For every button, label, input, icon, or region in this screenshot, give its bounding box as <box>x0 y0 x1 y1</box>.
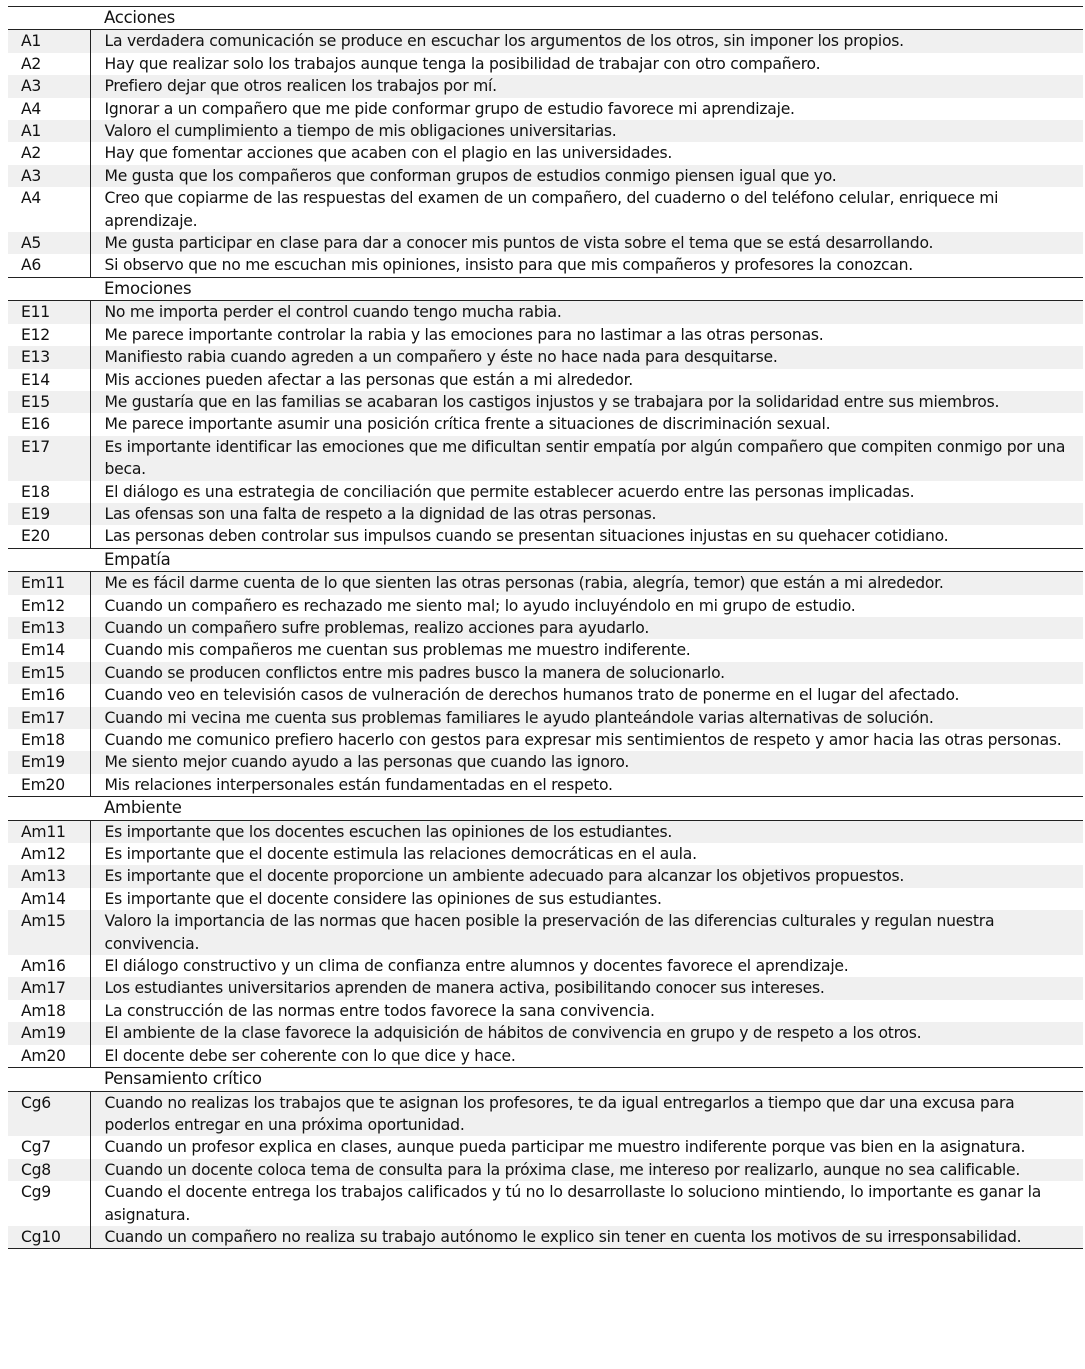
item-text: Me parece importante asumir una posición crítica frente a situaciones de discriminación sexual. <box>90 413 1083 435</box>
item-text: Cuando mi vecina me cuenta sus problemas familiares le ayudo planteándole varias alternativas de solución. <box>90 707 1083 729</box>
item-code: A3 <box>8 75 90 97</box>
item-code: Cg6 <box>8 1091 90 1136</box>
item-text: Me gusta participar en clase para dar a conocer mis puntos de vista sobre el tema que se está desarrollando. <box>90 232 1083 254</box>
item-text: Es importante que el docente proporcione un ambiente adecuado para alcanzar los objetivos propuestos. <box>90 865 1083 887</box>
item-text: Me gustaría que en las familias se acabaran los castigos injustos y se trabajara por la solidaridad entre sus miembros. <box>90 391 1083 413</box>
item-code: A2 <box>8 53 90 75</box>
table-row <box>8 1226 1083 1249</box>
items-table-body <box>8 7 1083 1249</box>
table-row <box>8 53 1083 75</box>
item-code: Am14 <box>8 888 90 910</box>
item-code: Em17 <box>8 707 90 729</box>
table-row <box>8 595 1083 617</box>
items-table-container <box>8 6 1083 1249</box>
table-row <box>8 525 1083 548</box>
item-code: E15 <box>8 391 90 413</box>
table-row <box>8 977 1083 999</box>
table-row <box>8 187 1083 232</box>
table-row <box>8 751 1083 773</box>
item-text: Ignorar a un compañero que me pide conformar grupo de estudio favorece mi aprendizaje. <box>90 98 1083 120</box>
item-code: E20 <box>8 525 90 548</box>
table-row <box>8 639 1083 661</box>
item-text: Cuando un profesor explica en clases, aunque pueda participar me muestro indiferente porque vas bien en la asignatura. <box>90 1136 1083 1158</box>
item-text: Cuando mis compañeros me cuentan sus problemas me muestro indiferente. <box>90 639 1083 661</box>
item-text: Hay que realizar solo los trabajos aunque tenga la posibilidad de trabajar con otro compañero. <box>90 53 1083 75</box>
item-text: Cuando un compañero es rechazado me siento mal; lo ayudo incluyéndolo en mi grupo de estudio. <box>90 595 1083 617</box>
item-text: El docente debe ser coherente con lo que dice y hace. <box>90 1045 1083 1068</box>
table-row <box>8 232 1083 254</box>
item-code: Em14 <box>8 639 90 661</box>
item-code: Am12 <box>8 843 90 865</box>
table-row <box>8 346 1083 368</box>
table-row <box>8 481 1083 503</box>
item-code: E14 <box>8 369 90 391</box>
table-row <box>8 865 1083 887</box>
table-row <box>8 165 1083 187</box>
item-text: Es importante que el docente considere las opiniones de sus estudiantes. <box>90 888 1083 910</box>
table-row <box>8 503 1083 525</box>
item-text: Creo que copiarme de las respuestas del examen de un compañero, del cuaderno o del teléfono celular, enriquece mi aprendizaje. <box>90 187 1083 232</box>
item-text: Manifiesto rabia cuando agreden a un compañero y éste no hace nada para desquitarse. <box>90 346 1083 368</box>
item-code: Em13 <box>8 617 90 639</box>
item-code: Am13 <box>8 865 90 887</box>
item-text: Cuando me comunico prefiero hacerlo con gestos para expresar mis sentimientos de respeto y amor hacia las otras personas. <box>90 729 1083 751</box>
item-text: El ambiente de la clase favorece la adquisición de hábitos de convivencia en grupo y de respeto a los otros. <box>90 1022 1083 1044</box>
item-text: Cuando veo en televisión casos de vulneración de derechos humanos trato de ponerme en el lugar del afectado. <box>90 684 1083 706</box>
section-title: Emociones <box>90 277 1083 300</box>
item-code: A4 <box>8 98 90 120</box>
item-text: Es importante que el docente estimula las relaciones democráticas en el aula. <box>90 843 1083 865</box>
item-code: Em16 <box>8 684 90 706</box>
item-code: Am16 <box>8 955 90 977</box>
item-text: Cuando el docente entrega los trabajos calificados y tú no lo desarrollaste lo soluciono mintiendo, lo importante es ganar la asignatura. <box>90 1181 1083 1226</box>
item-code: A4 <box>8 187 90 232</box>
table-row <box>8 955 1083 977</box>
item-text: El diálogo es una estrategia de conciliación que permite establecer acuerdo entre las personas implicadas. <box>90 481 1083 503</box>
item-code: E11 <box>8 301 90 324</box>
item-code: Em12 <box>8 595 90 617</box>
item-code: Am18 <box>8 1000 90 1022</box>
item-code: Cg10 <box>8 1226 90 1249</box>
item-text: Las ofensas son una falta de respeto a la dignidad de las otras personas. <box>90 503 1083 525</box>
table-row <box>8 324 1083 346</box>
table-row <box>8 391 1083 413</box>
item-text: Me gusta que los compañeros que conforman grupos de estudios conmigo piensen igual que yo. <box>90 165 1083 187</box>
item-text: Valoro el cumplimiento a tiempo de mis obligaciones universitarias. <box>90 120 1083 142</box>
item-code: Am20 <box>8 1045 90 1068</box>
item-text: Hay que fomentar acciones que acaben con el plagio en las universidades. <box>90 142 1083 164</box>
item-text: Cuando un compañero sufre problemas, realizo acciones para ayudarlo. <box>90 617 1083 639</box>
item-code: Cg9 <box>8 1181 90 1226</box>
table-row <box>8 572 1083 595</box>
table-row <box>8 684 1083 706</box>
item-code: A6 <box>8 254 90 277</box>
item-code: Em19 <box>8 751 90 773</box>
table-row <box>8 729 1083 751</box>
table-row <box>8 1000 1083 1022</box>
table-row <box>8 910 1083 955</box>
item-text: No me importa perder el control cuando tengo mucha rabia. <box>90 301 1083 324</box>
item-code: Cg7 <box>8 1136 90 1158</box>
item-text: Mis relaciones interpersonales están fundamentadas en el respeto. <box>90 774 1083 797</box>
table-row <box>8 436 1083 481</box>
section-header-emociones <box>8 277 1083 300</box>
item-code: A2 <box>8 142 90 164</box>
item-text: Si observo que no me escuchan mis opiniones, insisto para que mis compañeros y profesores la conozcan. <box>90 254 1083 277</box>
table-row <box>8 617 1083 639</box>
item-text: Me parece importante controlar la rabia y las emociones para no lastimar a las otras personas. <box>90 324 1083 346</box>
table-row <box>8 1159 1083 1181</box>
item-code: Cg8 <box>8 1159 90 1181</box>
item-text: Me siento mejor cuando ayudo a las personas que cuando las ignoro. <box>90 751 1083 773</box>
item-text: La construcción de las normas entre todos favorece la sana convivencia. <box>90 1000 1083 1022</box>
item-text: Cuando se producen conflictos entre mis padres busco la manera de solucionarlo. <box>90 662 1083 684</box>
item-code: Em18 <box>8 729 90 751</box>
item-text: Mis acciones pueden afectar a las personas que están a mi alrededor. <box>90 369 1083 391</box>
section-header-blank-cell <box>8 797 90 820</box>
table-row <box>8 1022 1083 1044</box>
table-row <box>8 820 1083 843</box>
item-code: E17 <box>8 436 90 481</box>
table-row <box>8 413 1083 435</box>
item-code: Em20 <box>8 774 90 797</box>
item-text: Cuando no realizas los trabajos que te asignan los profesores, te da igual entregarlos a tiempo que dar una excusa para poderlos entregar en una próxima oportunidad. <box>90 1091 1083 1136</box>
table-row <box>8 30 1083 53</box>
item-code: Am15 <box>8 910 90 955</box>
item-text: La verdadera comunicación se produce en escuchar los argumentos de los otros, sin imponer los propios. <box>90 30 1083 53</box>
table-row <box>8 1045 1083 1068</box>
item-code: Am11 <box>8 820 90 843</box>
section-header-acciones <box>8 7 1083 30</box>
item-code: E19 <box>8 503 90 525</box>
section-title: Pensamiento crítico <box>90 1068 1083 1091</box>
item-code: A1 <box>8 120 90 142</box>
item-code: E16 <box>8 413 90 435</box>
table-row <box>8 75 1083 97</box>
item-text: Cuando un docente coloca tema de consulta para la próxima clase, me intereso por realizarlo, aunque no sea calificable. <box>90 1159 1083 1181</box>
section-title: Ambiente <box>90 797 1083 820</box>
item-code: Em15 <box>8 662 90 684</box>
table-row <box>8 1136 1083 1158</box>
item-code: E12 <box>8 324 90 346</box>
item-code: E18 <box>8 481 90 503</box>
table-row <box>8 142 1083 164</box>
section-header-empatia <box>8 548 1083 571</box>
table-row <box>8 774 1083 797</box>
section-header-blank-cell <box>8 548 90 571</box>
table-row <box>8 1091 1083 1136</box>
section-title: Empatía <box>90 548 1083 571</box>
section-header-blank-cell <box>8 277 90 300</box>
item-code: E13 <box>8 346 90 368</box>
item-text: Los estudiantes universitarios aprenden de manera activa, posibilitando conocer sus intereses. <box>90 977 1083 999</box>
item-text: Es importante que los docentes escuchen las opiniones de los estudiantes. <box>90 820 1083 843</box>
item-text: Cuando un compañero no realiza su trabajo autónomo le explico sin tener en cuenta los motivos de su irresponsabilidad. <box>90 1226 1083 1249</box>
section-header-blank-cell <box>8 7 90 30</box>
section-header-ambiente <box>8 797 1083 820</box>
section-header-blank-cell <box>8 1068 90 1091</box>
table-row <box>8 301 1083 324</box>
item-code: Am19 <box>8 1022 90 1044</box>
item-code: Am17 <box>8 977 90 999</box>
section-title: Acciones <box>90 7 1083 30</box>
table-row <box>8 98 1083 120</box>
item-text: Es importante identificar las emociones que me dificultan sentir empatía por algún compañero que compiten conmigo por una beca. <box>90 436 1083 481</box>
section-header-pensamiento-critico <box>8 1068 1083 1091</box>
item-text: Me es fácil darme cuenta de lo que sienten las otras personas (rabia, alegría, temor) que están a mi alrededor. <box>90 572 1083 595</box>
item-code: A1 <box>8 30 90 53</box>
table-row <box>8 888 1083 910</box>
items-table <box>8 6 1083 1249</box>
table-row <box>8 1181 1083 1226</box>
item-code: A3 <box>8 165 90 187</box>
item-code: A5 <box>8 232 90 254</box>
table-row <box>8 120 1083 142</box>
item-code: Em11 <box>8 572 90 595</box>
table-row <box>8 662 1083 684</box>
item-text: Prefiero dejar que otros realicen los trabajos por mí. <box>90 75 1083 97</box>
table-row <box>8 843 1083 865</box>
table-row <box>8 369 1083 391</box>
item-text: El diálogo constructivo y un clima de confianza entre alumnos y docentes favorece el aprendizaje. <box>90 955 1083 977</box>
item-text: Valoro la importancia de las normas que hacen posible la preservación de las diferencias culturales y regulan nuestra convivencia. <box>90 910 1083 955</box>
table-row <box>8 254 1083 277</box>
table-row <box>8 707 1083 729</box>
item-text: Las personas deben controlar sus impulsos cuando se presentan situaciones injustas en su quehacer cotidiano. <box>90 525 1083 548</box>
